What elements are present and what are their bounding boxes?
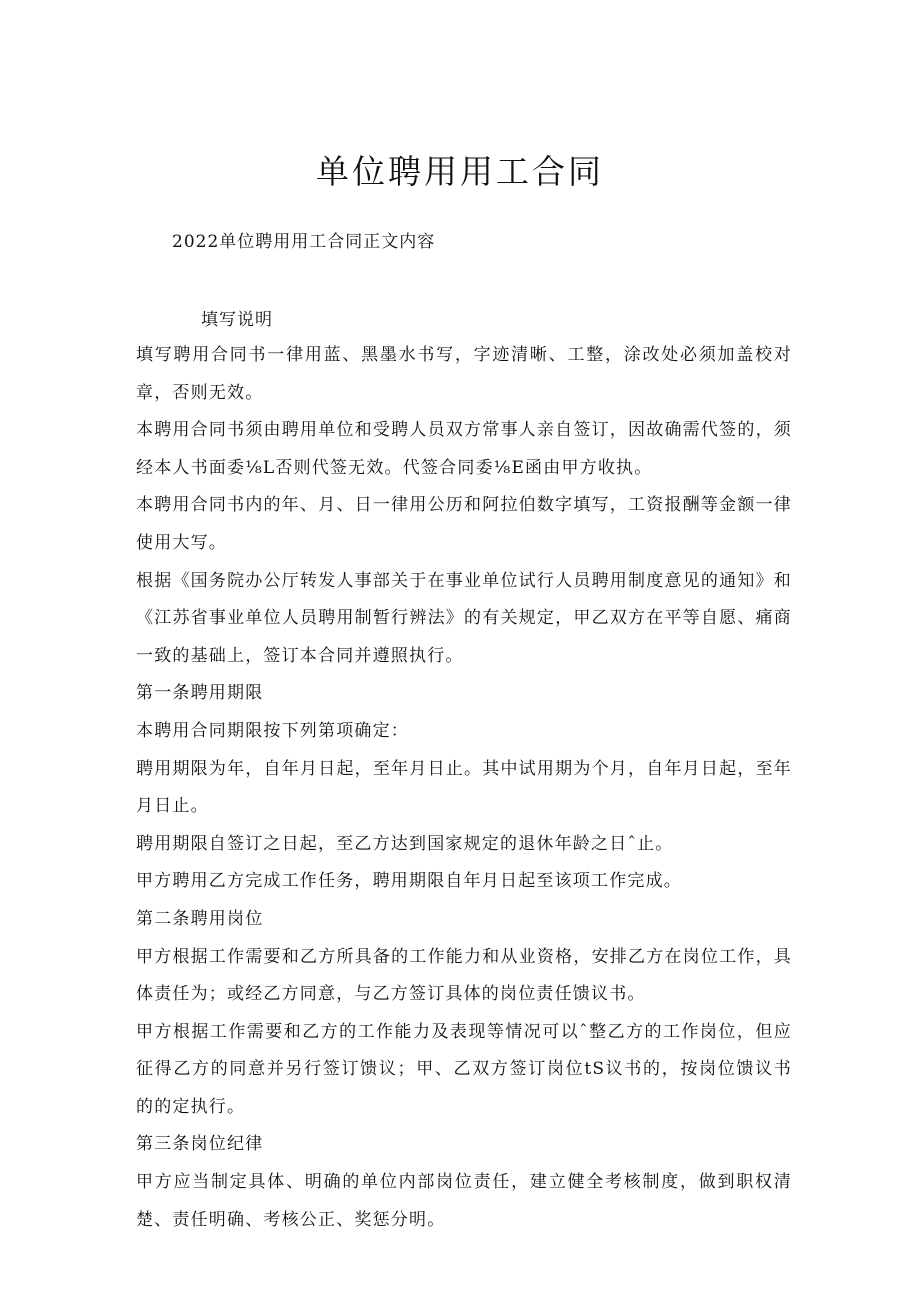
section-label: 填写说明	[201, 310, 273, 330]
paragraph: 本聘用合同书须由聘用单位和受聘人员双方常事人亲自签订，因故确需代签的，须经本人书面委⅛L否则代签无效。代签合同委⅛E函由甲方收执。	[136, 420, 792, 478]
paragraph: 聘用期限为年，自年月日起，至年月日止。其中试用期为个月，自年月日起，至年月日止。	[136, 758, 792, 817]
paragraph: 本聘用合同书内的年、月、日一律用公历和阿拉伯数字填写，工资报酬等金额一律使用大写。	[136, 495, 792, 553]
paragraph: 甲方根据工作需要和乙方的工作能力及表现等情况可以ˆ整乙方的工作岗位，但应征得乙方的同意并另行签订馈议；甲、乙双方签订岗位tS议书的，按岗位馈议书的的定执行。	[136, 1021, 792, 1117]
document-title: 单位聘用用工合同	[316, 152, 604, 191]
paragraph: 根据《国务院办公厅转发人事部关于在事业单位试行人员聘用制度意见的通知》和《江苏省事业单位人员聘用制暂行辨法》的有关规定，甲乙双方在平等自愿、痛商一致的基础上，签订本合同并遵照执行。	[136, 570, 792, 666]
article-heading: 第二条聘用岗位	[136, 908, 264, 929]
paragraph: 甲方根据工作需要和乙方所具备的工作能力和从业资格，安排乙方在岗位工作，具体责任为；或经乙方同意，与乙方签订具体的岗位责任馈议书。	[136, 946, 792, 1005]
paragraph: 填写聘用合同书一律用蓝、黑墨水书写，字迹清晰、工整，涂改处必须加盖校对章，否则无效。	[136, 345, 792, 403]
article-heading: 第一条聘用期限	[136, 683, 264, 704]
document-body	[136, 337, 792, 1239]
paragraph: 甲方应当制定具体、明确的单位内部岗位责任，建立健全考核制度，做到职权清楚、责任明确、考核公正、奖惩分明。	[136, 1172, 792, 1230]
paragraph: 聘用期限自签订之日起，至乙方达到国家规定的退休年龄之日ˆ止。	[136, 833, 674, 854]
article-heading: 第三条岗位纪律	[136, 1134, 264, 1155]
document-subtitle: 2022单位聘用用工合同正文内容	[172, 232, 436, 252]
paragraph: 甲方聘用乙方完成工作任务，聘用期限自年月日起至该项工作完成。	[136, 871, 682, 892]
paragraph: 本聘用合同期限按下列第项确定：	[136, 720, 409, 741]
